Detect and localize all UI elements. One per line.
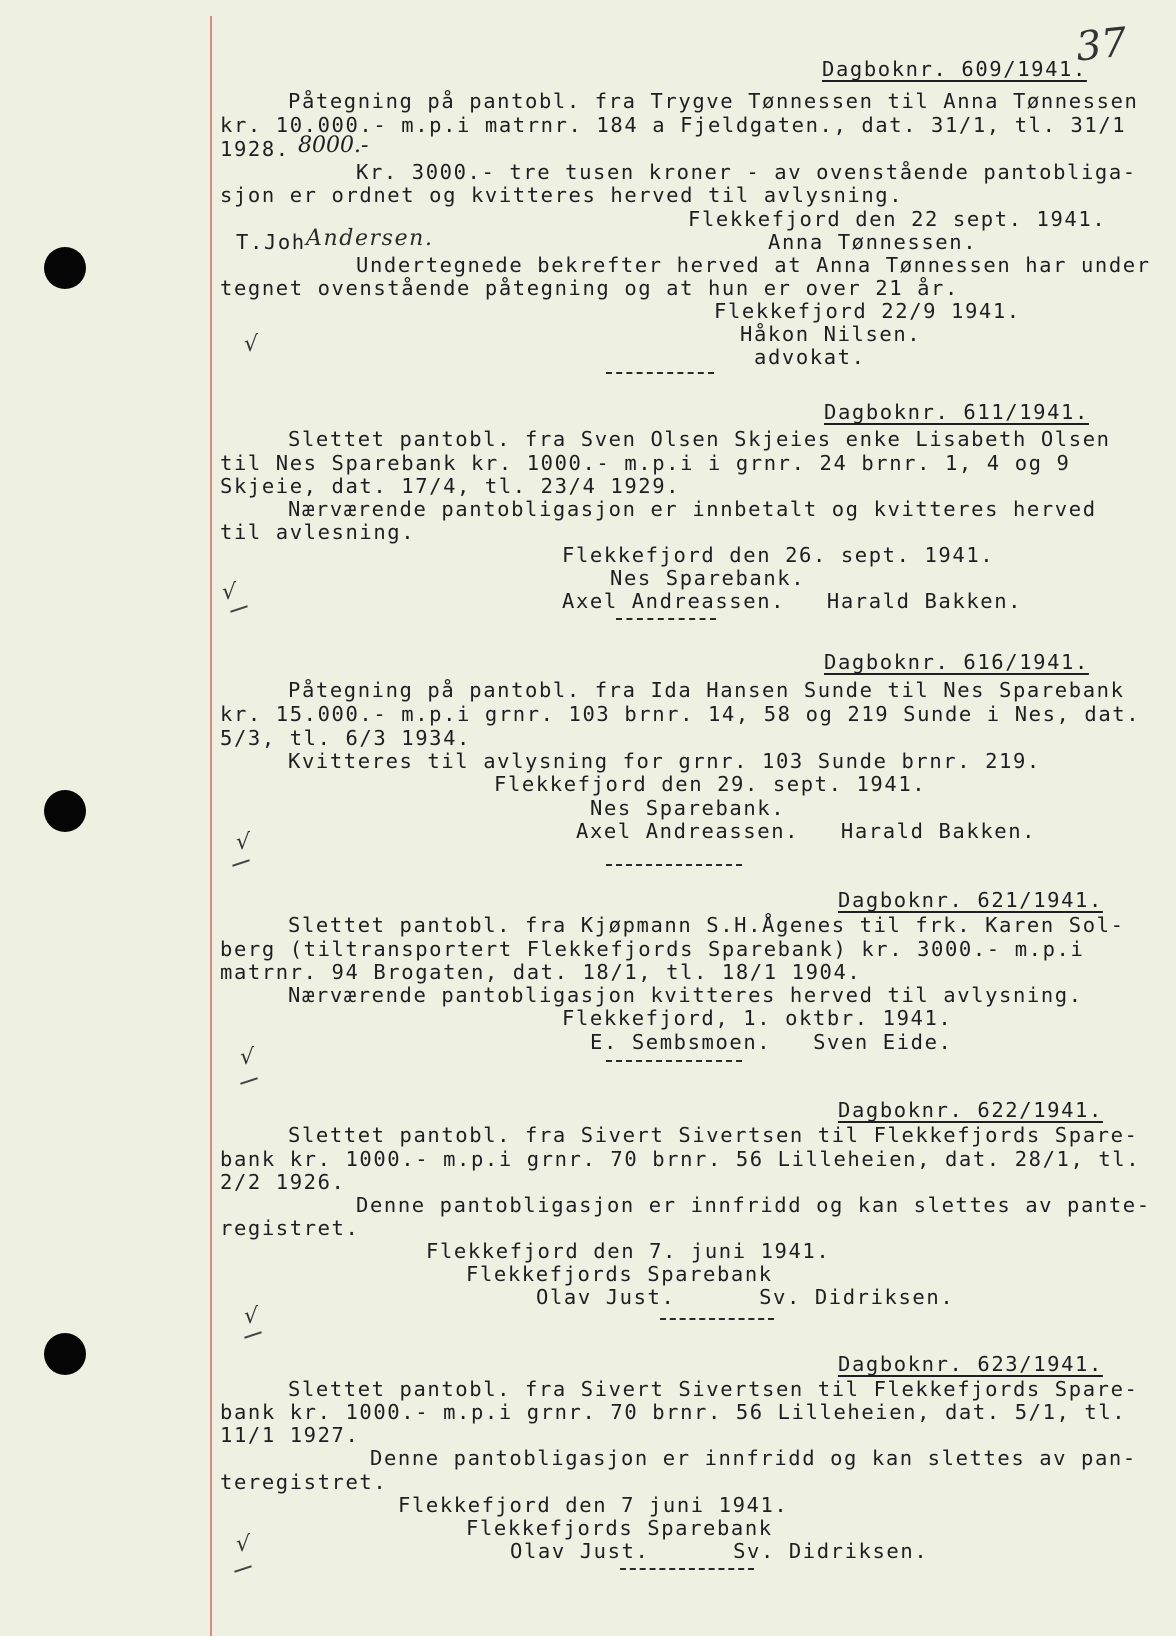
entry-line: registret. (220, 1216, 360, 1240)
entry-line: Kr. 3000.- tre tusen kroner - av ovenstående pantobliga- (356, 160, 1137, 184)
separator-line (660, 1318, 774, 1320)
entry-line: tegnet ovenstående påtegning og at hun er over 21 år. (220, 276, 959, 300)
entry-line: Påtegning på pantobl. fra Trygve Tønnessen til Anna Tønnessen (288, 89, 1139, 113)
entry-line: til avlesning. (220, 520, 416, 544)
entry-line: 2/2 1926. (220, 1170, 346, 1194)
witness-prefix: T.Joh (236, 230, 306, 254)
entry-line: Håkon Nilsen. (740, 322, 922, 346)
entry-line: teregistret. (220, 1470, 388, 1494)
entry-line: matrnr. 94 Brogaten, dat. 18/1, tl. 18/1 1904. (220, 960, 862, 984)
entry-line: Flekkefjord, 1. oktbr. 1941. (562, 1006, 953, 1030)
margin-line (210, 16, 212, 1636)
entry-line: sjon er ordnet og kvitteres herved til avlysning. (220, 183, 904, 207)
entry-line: Nærværende pantobligasjon kvitteres herved til avlysning. (288, 983, 1083, 1007)
entry-line: Nes Sparebank. (610, 566, 806, 590)
entry-line: Påtegning på pantobl. fra Ida Hansen Sunde til Nes Sparebank (288, 678, 1125, 702)
entry-line: kr. 15.000.- m.p.i grnr. 103 brnr. 14, 58 og 219 Sunde i Nes, dat. (220, 702, 1141, 726)
entry-line: Olav Just. Sv. Didriksen. (510, 1539, 929, 1563)
entry-line: Nærværende pantobligasjon er innbetalt og kvitteres herved (288, 497, 1097, 521)
check-mark: √ (236, 1532, 251, 1557)
entry-line: bank kr. 1000.- m.p.i grnr. 70 brnr. 56 Lilleheien, dat. 5/1, tl. (220, 1400, 1127, 1424)
entry-line: Flekkefjord den 7. juni 1941. (426, 1239, 831, 1263)
check-mark: √ (240, 1045, 255, 1070)
entry-line: Denne pantobligasjon er innfridd og kan slettes av pante- (356, 1193, 1151, 1217)
entry-line: Flekkefjords Sparebank (466, 1516, 773, 1540)
entry-line: advokat. (754, 345, 866, 369)
entry-header: Dagboknr. 621/1941. (838, 888, 1103, 912)
entry-line: 11/1 1927. (220, 1423, 360, 1447)
entry-line: Skjeie, dat. 17/4, tl. 23/4 1929. (220, 474, 681, 498)
check-mark: √ (222, 580, 237, 605)
punch-hole-top (44, 247, 86, 289)
entry-line: til Nes Sparebank kr. 1000.- m.p.i i grnr. 24 brnr. 1, 4 og 9 (220, 451, 1071, 475)
entry-header: Dagboknr. 622/1941. (838, 1098, 1103, 1122)
entry-header: Dagboknr. 623/1941. (838, 1352, 1103, 1376)
entry-line: Nes Sparebank. (590, 796, 786, 820)
separator-line (606, 864, 742, 866)
entry-line: Olav Just. Sv. Didriksen. (536, 1285, 955, 1309)
page-number: 37 (1073, 19, 1130, 71)
entry-line: Undertegnede bekrefter herved at Anna Tønnessen har under (356, 253, 1151, 277)
handwritten-amount: 8000.- (298, 133, 369, 158)
entry-header: Dagboknr. 611/1941. (824, 400, 1089, 424)
entry-line: Denne pantobligasjon er innfridd og kan slettes av pan- (370, 1446, 1137, 1470)
entry-line: Slettet pantobl. fra Sivert Sivertsen til Flekkefjords Spare- (288, 1123, 1139, 1147)
entry-line: Anna Tønnessen. (768, 230, 978, 254)
entry-line: Axel Andreassen. Harald Bakken. (562, 589, 1023, 613)
entry-line: Slettet pantobl. fra Sivert Sivertsen til Flekkefjords Spare- (288, 1377, 1139, 1401)
entry-line: kr. 10.000.- m.p.i matrnr. 184 a Fjeldgaten., dat. 31/1, tl. 31/1 (220, 113, 1127, 137)
check-mark: √ (244, 1304, 259, 1329)
entry-line: Flekkefjord den 22 sept. 1941. (688, 207, 1107, 231)
margin-dash (234, 1565, 252, 1572)
entry-line: Flekkefjord den 26. sept. 1941. (562, 543, 995, 567)
separator-line (606, 1060, 742, 1062)
margin-dash (230, 605, 248, 612)
punch-hole-middle (44, 790, 86, 832)
entry-header: Dagboknr. 609/1941. (822, 57, 1087, 81)
punch-hole-bottom (44, 1333, 86, 1375)
entry-line: Slettet pantobl. fra Kjøpmann S.H.Ågenes til frk. Karen Sol- (288, 913, 1125, 937)
margin-dash (240, 1077, 258, 1084)
margin-dash (232, 859, 250, 866)
check-mark: √ (236, 830, 251, 855)
separator-line (606, 372, 714, 374)
entry-line: Slettet pantobl. fra Sven Olsen Skjeies enke Lisabeth Olsen (288, 427, 1111, 451)
entry-line: 5/3, tl. 6/3 1934. (220, 726, 471, 750)
entry-line: Kvitteres til avlysning for grnr. 103 Sunde brnr. 219. (288, 749, 1041, 773)
entry-line: bank kr. 1000.- m.p.i grnr. 70 brnr. 56 Lilleheien, dat. 28/1, tl. (220, 1147, 1141, 1171)
entry-line: E. Sembsmoen. Sven Eide. (590, 1030, 953, 1054)
witness-signature: Andersen. (306, 226, 434, 251)
entry-line: Flekkefjords Sparebank (466, 1262, 773, 1286)
entry-line: Flekkefjord den 29. sept. 1941. (494, 772, 927, 796)
margin-dash (244, 1331, 262, 1338)
entry-header: Dagboknr. 616/1941. (824, 650, 1089, 674)
entry-line: Flekkefjord den 7 juni 1941. (398, 1493, 789, 1517)
check-mark: √ (244, 332, 259, 357)
entry-line: berg (tiltransportert Flekkefjords Sparebank) kr. 3000.- m.p.i (220, 937, 1085, 961)
entry-line: Axel Andreassen. Harald Bakken. (576, 819, 1037, 843)
entry-line: 1928. (220, 137, 290, 161)
separator-line (620, 1568, 754, 1570)
entry-line: Flekkefjord 22/9 1941. (714, 299, 1021, 323)
separator-line (616, 618, 716, 620)
